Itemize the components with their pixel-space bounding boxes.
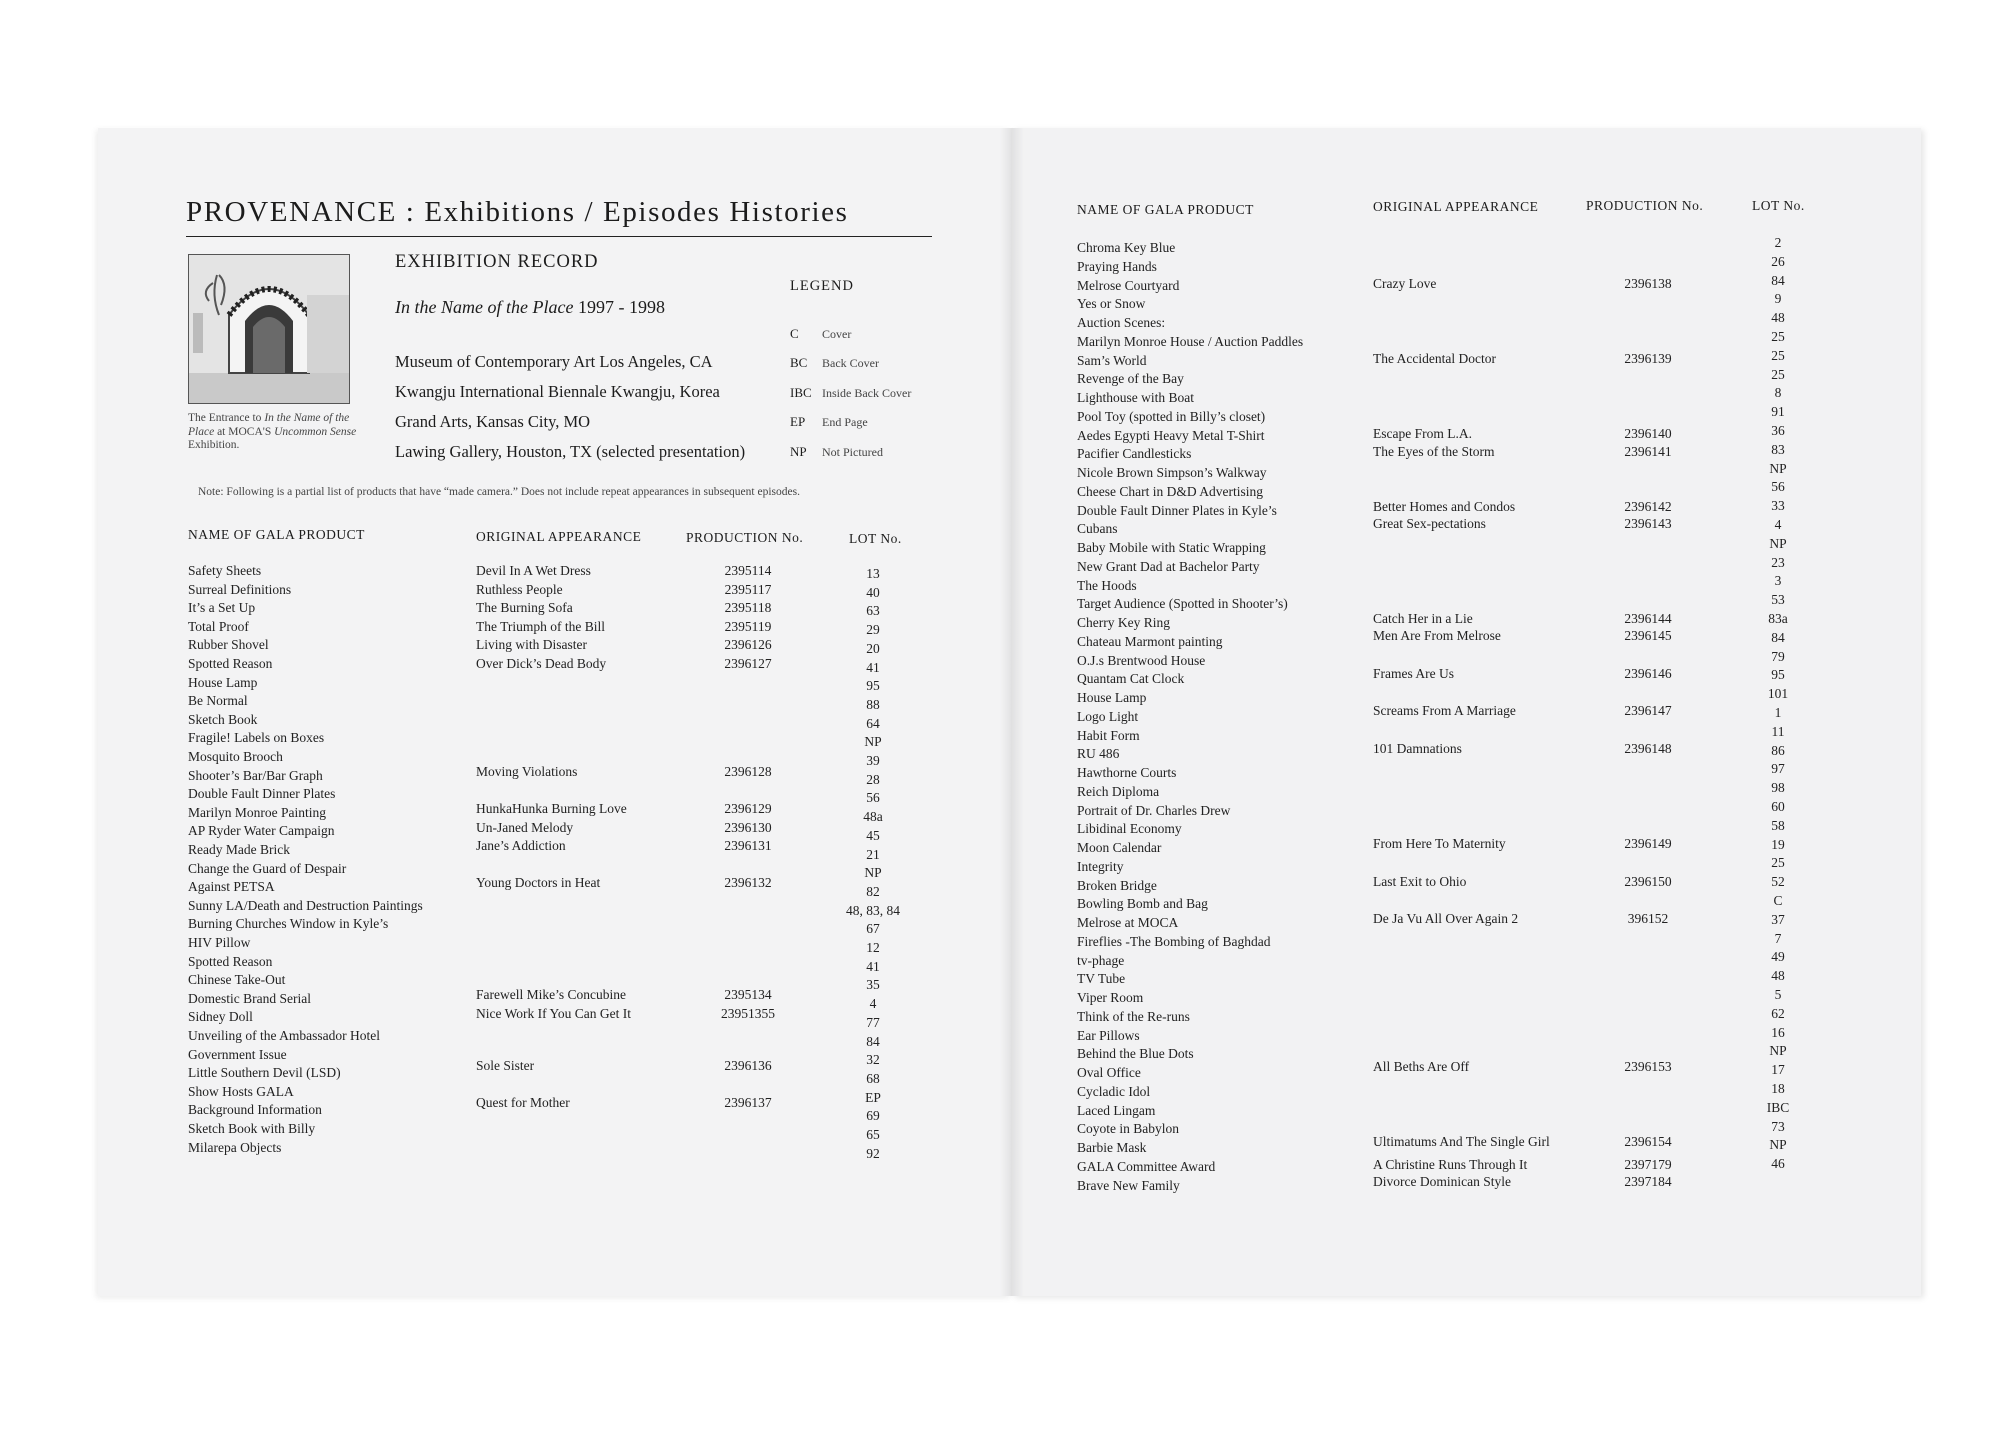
product-name-cell: GALA Committee Award <box>1077 1158 1216 1174</box>
legend-code: IBC <box>790 385 812 400</box>
lot-number-cell: 52 <box>1771 874 1785 890</box>
product-name-cell: Total Proof <box>188 618 249 634</box>
production-number-cell: 2396137 <box>724 1094 772 1110</box>
lot-number-cell: 7 <box>1774 930 1782 946</box>
product-name-cell: Double Fault Dinner Plates in Kyle’s <box>1077 502 1277 518</box>
lot-number-cell: 37 <box>1771 911 1785 927</box>
entrance-photo <box>188 254 350 404</box>
lot-number-cell: 95 <box>866 678 880 694</box>
product-name-cell: Burning Churches Window in Kyle’s <box>188 916 389 932</box>
lot-number-cell: 65 <box>866 1127 880 1142</box>
product-name-cell: Background Information <box>188 1102 322 1118</box>
production-number-cell: 2396141 <box>1624 444 1672 460</box>
production-number-cell: 2396139 <box>1624 350 1672 366</box>
legend-text: Back Cover <box>822 356 879 370</box>
appearance-cell: Men Are From Melrose <box>1373 628 1501 644</box>
production-number-cell: 2395114 <box>724 563 772 578</box>
product-name-cell: Fragile! Labels on Boxes <box>188 730 325 746</box>
lot-number-cell: 1 <box>1774 705 1782 720</box>
appearance-cell: The Accidental Doctor <box>1373 350 1496 366</box>
production-number-cell: 2396126 <box>724 637 772 653</box>
production-number-cell: 2396142 <box>1624 498 1672 514</box>
lot-number-cell: 45 <box>866 827 880 843</box>
product-name-cell: Hawthorne Courts <box>1077 765 1177 780</box>
production-number-cell: 2396145 <box>1624 628 1672 644</box>
column-header-lot: LOT No. <box>849 531 902 546</box>
product-name-cell: Spotted Reason <box>188 656 273 671</box>
product-name-cell: Coyote in Babylon <box>1077 1121 1179 1137</box>
product-name-cell: Portrait of Dr. Charles Drew <box>1077 802 1231 818</box>
lot-number-cell: 48 <box>1771 310 1785 326</box>
legend-code: C <box>790 326 799 341</box>
product-name-cell: Chateau Marmont painting <box>1077 633 1223 649</box>
product-name-cell: AP Ryder Water Campaign <box>188 823 335 839</box>
lot-number-cell: 56 <box>1771 479 1785 495</box>
venue-item: Grand Arts, Kansas City, MO <box>395 412 591 431</box>
appearance-cell: Ruthless People <box>476 581 563 597</box>
production-number-cell: 2395117 <box>724 581 772 597</box>
appearance-cell: Screams From A Marriage <box>1373 703 1516 719</box>
lot-number-cell: 39 <box>866 753 880 768</box>
appearance-cell: A Christine Runs Through It <box>1373 1156 1528 1172</box>
lot-number-cell: 48 <box>1771 968 1785 984</box>
page-title: PROVENANCE : Exhibitions / Episodes Histories <box>186 196 849 228</box>
production-number-cell: 2397184 <box>1624 1173 1672 1189</box>
production-number-cell: 2396127 <box>724 656 772 671</box>
lot-number-cell: 88 <box>866 696 880 712</box>
lot-number-cell: NP <box>1769 1137 1787 1153</box>
product-name-cell: Quantam Cat Clock <box>1077 671 1185 687</box>
product-name-cell: Logo Light <box>1077 708 1139 724</box>
lot-number-cell: 84 <box>866 1033 880 1049</box>
lot-number-cell: 83a <box>1768 611 1788 626</box>
appearance-cell: Ultimatums And The Single Girl <box>1373 1134 1550 1150</box>
product-name-cell: Habit Form <box>1077 727 1140 743</box>
lot-number-cell: 64 <box>866 715 880 731</box>
production-number-cell: 2396131 <box>724 838 772 854</box>
lot-number-cell: 32 <box>866 1052 880 1068</box>
legend-text: Inside Back Cover <box>822 386 912 400</box>
product-name-cell: Domestic Brand Serial <box>188 990 311 1006</box>
product-name-cell: House Lamp <box>1077 690 1147 705</box>
lot-number-cell: 58 <box>1771 817 1785 833</box>
column-header-production: PRODUCTION No. <box>1586 198 1704 213</box>
lot-number-cell: 83 <box>1771 441 1785 457</box>
product-name-cell: Sketch Book <box>188 711 258 727</box>
production-number-cell: 2396149 <box>1624 836 1672 852</box>
product-name-cell: Chinese Take-Out <box>188 972 286 988</box>
appearance-cell: De Ja Vu All Over Again 2 <box>1373 911 1519 927</box>
product-name-cell: The Hoods <box>1077 577 1137 593</box>
lot-number-cell: 28 <box>866 771 880 787</box>
lot-number-cell: 91 <box>1771 404 1785 420</box>
production-number-cell: 2396146 <box>1624 665 1672 681</box>
appearance-cell: Moving Violations <box>476 763 578 779</box>
exhibition-subtitle: In the Name of the Place 1997 - 1998 <box>395 297 665 317</box>
production-number-cell: 23951355 <box>721 1005 775 1021</box>
lot-number-cell: 62 <box>1771 1005 1785 1021</box>
lot-number-cell: 26 <box>1771 253 1785 269</box>
book-gutter <box>1000 128 1024 1296</box>
production-number-cell: 2396153 <box>1624 1059 1672 1075</box>
appearance-cell: Living with Disaster <box>476 637 587 653</box>
product-name-cell: Safety Sheets <box>188 563 262 578</box>
production-number-cell: 2395119 <box>724 618 772 634</box>
appearance-cell: From Here To Maternity <box>1373 836 1506 852</box>
product-name-cell: Brave New Family <box>1077 1177 1180 1193</box>
production-number-cell: 2396136 <box>724 1057 772 1073</box>
production-number-cell: 2396144 <box>1624 611 1672 627</box>
lot-number-cell: NP <box>1769 535 1787 551</box>
production-number-cell: 2397179 <box>1624 1156 1672 1172</box>
product-name-cell: Show Hosts GALA <box>188 1083 294 1099</box>
lot-number-cell: NP <box>864 734 882 750</box>
column-header-product: NAME OF GALA PRODUCT <box>188 527 365 542</box>
product-name-cell: Ear Pillows <box>1077 1027 1140 1043</box>
appearance-cell: Jane’s Addiction <box>476 838 566 854</box>
lot-number-cell: 53 <box>1771 592 1785 608</box>
legend-code: EP <box>790 414 806 429</box>
production-number-cell: 2396143 <box>1624 515 1672 531</box>
appearance-cell: Sole Sister <box>476 1057 535 1073</box>
appearance-cell: Quest for Mother <box>476 1094 570 1110</box>
photo-caption: The Entrance to In the Name of the Place at MOCA'S Uncommon Sense Exhibition. <box>188 412 357 451</box>
lot-number-cell: 20 <box>866 640 880 656</box>
product-name-cell: Little Southern Devil (LSD) <box>188 1065 341 1081</box>
lot-number-cell: 2 <box>1774 235 1782 250</box>
appearance-cell: Un-Janed Melody <box>476 819 574 835</box>
lot-number-cell: 35 <box>866 977 880 993</box>
column-header-production: PRODUCTION No. <box>686 530 804 545</box>
lot-number-cell: 8 <box>1774 385 1782 401</box>
product-name-cell: Be Normal <box>188 693 248 709</box>
lot-number-cell: NP <box>1769 460 1787 476</box>
product-name-cell: Broken Bridge <box>1077 877 1157 893</box>
production-number-cell: 2396140 <box>1624 425 1672 441</box>
product-name-cell: Praying Hands <box>1077 258 1157 274</box>
product-name-cell: Rubber Shovel <box>188 637 269 653</box>
production-number-cell: 2395134 <box>724 987 772 1003</box>
appearance-cell: Farewell Mike’s Concubine <box>476 987 626 1003</box>
product-name-cell: Auction Scenes: <box>1077 315 1166 330</box>
lot-number-cell: 92 <box>866 1145 880 1161</box>
product-name-cell: Libidinal Economy <box>1077 821 1182 837</box>
lot-number-cell: 41 <box>866 958 880 974</box>
product-name-cell: RU 486 <box>1077 746 1120 762</box>
appearance-cell: Devil In A Wet Dress <box>476 563 591 578</box>
product-name-cell: Cherry Key Ring <box>1077 615 1170 630</box>
product-name-cell: Pool Toy (spotted in Billy’s closet) <box>1077 408 1266 424</box>
appearance-cell: The Eyes of the Storm <box>1373 444 1495 460</box>
lot-number-cell: EP <box>865 1089 881 1105</box>
appearance-cell: The Burning Sofa <box>476 600 573 616</box>
product-name-cell: Target Audience (Spotted in Shooter’s) <box>1077 596 1288 612</box>
lot-number-cell: 97 <box>1771 761 1785 777</box>
legend-text: Not Pictured <box>822 445 883 459</box>
product-name-cell: HIV Pillow <box>188 935 251 950</box>
lot-number-cell: 25 <box>1771 366 1785 382</box>
lot-number-cell: 79 <box>1771 648 1785 664</box>
product-name-cell: Viper Room <box>1077 990 1144 1005</box>
product-name-cell: Chroma Key Blue <box>1077 240 1176 255</box>
lot-number-cell: NP <box>1769 1043 1787 1059</box>
appearance-cell: Better Homes and Condos <box>1373 498 1516 514</box>
product-name-cell: Shooter’s Bar/Bar Graph <box>188 767 323 783</box>
lot-number-cell: 101 <box>1767 686 1789 702</box>
production-number-cell: 2396129 <box>724 801 772 817</box>
lot-number-cell: 67 <box>866 921 880 937</box>
product-name-cell: New Grant Dad at Bachelor Party <box>1077 558 1260 574</box>
appearance-cell: Great Sex-pectations <box>1373 515 1486 531</box>
product-name-cell: Reich Diploma <box>1077 783 1160 799</box>
production-number-cell: 2396128 <box>724 763 772 779</box>
lot-number-cell: 48a <box>863 809 883 825</box>
appearance-cell: Young Doctors in Heat <box>476 875 601 891</box>
product-name-cell: Laced Lingam <box>1077 1102 1156 1118</box>
appearance-cell: Over Dick’s Dead Body <box>476 656 607 671</box>
product-name-cell: Integrity <box>1077 858 1124 874</box>
product-name-cell: Yes or Snow <box>1077 296 1146 312</box>
legend-text: End Page <box>822 415 868 429</box>
lot-number-cell: 9 <box>1774 291 1782 307</box>
product-name-cell: O.J.s Brentwood House <box>1077 652 1206 668</box>
lot-number-cell: 29 <box>866 622 880 638</box>
lot-number-cell: 41 <box>866 659 880 675</box>
product-name-cell: Marilyn Monroe Painting <box>188 804 326 820</box>
lot-number-cell: 11 <box>1771 723 1785 739</box>
production-number-cell: 2396150 <box>1624 873 1672 889</box>
appearance-cell: HunkaHunka Burning Love <box>476 801 627 817</box>
product-name-cell: Government Issue <box>188 1046 287 1062</box>
legend-code: BC <box>790 355 808 370</box>
product-name-cell: Melrose at MOCA <box>1077 915 1179 930</box>
product-name-cell: Marilyn Monroe House / Auction Paddles <box>1077 333 1304 349</box>
product-name-cell: Behind the Blue Dots <box>1077 1046 1194 1062</box>
production-number-cell: 2396154 <box>1624 1134 1672 1150</box>
product-name-cell: Oval Office <box>1077 1065 1141 1080</box>
product-name-cell: Revenge of the Bay <box>1077 371 1184 387</box>
partial-list-note: Note: Following is a partial list of products that have “made camera.” Does not include repeat appearances in subsequent episodes. <box>198 486 800 498</box>
product-name-cell: Think of the Re-runs <box>1077 1008 1190 1024</box>
legend-code: NP <box>790 444 807 459</box>
lot-number-cell: 23 <box>1771 554 1785 570</box>
title-rule <box>186 236 932 237</box>
lot-number-cell: IBC <box>1766 1099 1790 1115</box>
production-number-cell: 2396138 <box>1624 275 1672 291</box>
product-name-cell: It’s a Set Up <box>188 600 256 616</box>
product-name-cell: Barbie Mask <box>1077 1140 1147 1155</box>
lot-number-cell: 69 <box>866 1108 880 1124</box>
production-number-cell: 396152 <box>1627 911 1669 927</box>
lot-number-cell: 17 <box>1771 1062 1785 1078</box>
appearance-cell: Crazy Love <box>1373 275 1437 291</box>
lot-number-cell: 18 <box>1771 1081 1785 1096</box>
product-name-cell: Double Fault Dinner Plates <box>188 786 336 802</box>
product-name-cell: Mosquito Brooch <box>188 749 283 764</box>
product-name-cell: Moon Calendar <box>1077 840 1162 855</box>
product-name-cell: Ready Made Brick <box>188 842 290 857</box>
production-number-cell: 2396130 <box>724 819 772 835</box>
product-name-cell: Lighthouse with Boat <box>1077 390 1194 405</box>
appearance-cell: Frames Are Us <box>1373 665 1454 681</box>
venue-item: Lawing Gallery, Houston, TX (selected presentation) <box>395 442 746 461</box>
product-name-cell: Sam’s World <box>1077 352 1147 368</box>
lot-number-cell: 98 <box>1771 780 1785 796</box>
lot-number-cell: 36 <box>1771 423 1785 438</box>
product-name-cell: Melrose Courtyard <box>1077 277 1180 293</box>
product-name-cell: Fireflies -The Bombing of Baghdad <box>1077 933 1271 949</box>
appearance-cell: All Beths Are Off <box>1373 1059 1470 1075</box>
appearance-cell: Divorce Dominican Style <box>1373 1173 1511 1189</box>
product-name-cell: Unveiling of the Ambassador Hotel <box>188 1028 380 1043</box>
lot-number-cell: 84 <box>1771 272 1785 288</box>
lot-number-cell: 68 <box>866 1070 880 1086</box>
lot-number-cell: 95 <box>1771 667 1785 683</box>
column-header-lot: LOT No. <box>1752 198 1805 213</box>
lot-number-cell: 49 <box>1771 949 1785 965</box>
product-name-cell: Cheese Chart in D&D Advertising <box>1077 483 1263 499</box>
product-name-cell: Nicole Brown Simpson’s Walkway <box>1077 465 1267 480</box>
product-name-cell: Milarepa Objects <box>188 1139 282 1155</box>
lot-number-cell: 4 <box>1774 517 1782 532</box>
venue-item: Museum of Contemporary Art Los Angeles, CA <box>395 352 713 371</box>
lot-number-cell: 21 <box>866 846 880 862</box>
lot-number-cell: 25 <box>1771 855 1785 871</box>
appearance-cell: 101 Damnations <box>1373 740 1462 756</box>
lot-number-cell: 3 <box>1774 573 1782 589</box>
lot-number-cell: 12 <box>866 940 880 955</box>
product-name-cell: Surreal Definitions <box>188 581 292 597</box>
lot-number-cell: 73 <box>1771 1118 1785 1134</box>
product-name-cell: Sidney Doll <box>188 1009 253 1025</box>
lot-number-cell: 13 <box>866 566 880 581</box>
appearance-cell: The Triumph of the Bill <box>476 618 606 634</box>
lot-number-cell: NP <box>864 865 882 881</box>
product-name-cell: Sketch Book with Billy <box>188 1121 316 1136</box>
lot-number-cell: 5 <box>1774 987 1782 1002</box>
product-name-cell: Sunny LA/Death and Destruction Paintings <box>188 897 423 913</box>
lot-number-cell: 33 <box>1771 498 1785 514</box>
product-name-cell: Change the Guard of Despair <box>188 860 347 876</box>
lot-number-cell: 60 <box>1771 799 1785 814</box>
product-name-cell: Baby Mobile with Static Wrapping <box>1077 540 1266 555</box>
production-number-cell: 2396132 <box>724 875 772 891</box>
production-number-cell: 2395118 <box>724 600 772 616</box>
legend-text: Cover <box>822 327 852 341</box>
lot-number-cell: 16 <box>1771 1024 1785 1040</box>
production-number-cell: 2396148 <box>1624 740 1672 756</box>
product-name-cell: Bowling Bomb and Bag <box>1077 896 1208 912</box>
product-name-cell: Spotted Reason <box>188 953 273 969</box>
product-name-cell: House Lamp <box>188 674 258 690</box>
product-name-cell: Cubans <box>1077 521 1118 537</box>
lot-number-cell: 48, 83, 84 <box>846 902 900 918</box>
product-name-cell: Pacifier Candlesticks <box>1077 446 1192 462</box>
lot-number-cell: C <box>1773 893 1783 908</box>
lot-number-cell: 63 <box>866 603 880 619</box>
appearance-cell: Last Exit to Ohio <box>1373 873 1467 889</box>
lot-number-cell: 4 <box>869 996 877 1012</box>
appearance-cell: Nice Work If You Can Get It <box>476 1005 632 1021</box>
lot-number-cell: 77 <box>866 1014 880 1030</box>
lot-number-cell: 40 <box>866 584 880 600</box>
lot-number-cell: 25 <box>1771 347 1785 363</box>
product-name-cell: Against PETSA <box>188 879 275 895</box>
exhibition-record-heading: EXHIBITION RECORD <box>395 252 599 272</box>
column-header-appearance: ORIGINAL APPEARANCE <box>1373 199 1539 214</box>
product-name-cell: TV Tube <box>1077 971 1126 987</box>
venue-item: Kwangju International Biennale Kwangju, Korea <box>395 382 720 401</box>
product-name-cell: tv-phage <box>1077 952 1125 968</box>
appearance-cell: Escape From L.A. <box>1373 425 1472 441</box>
production-number-cell: 2396147 <box>1624 703 1672 719</box>
product-name-cell: Cycladic Idol <box>1077 1083 1151 1099</box>
legend-heading: LEGEND <box>790 278 854 294</box>
lot-number-cell: 82 <box>866 883 880 899</box>
lot-number-cell: 84 <box>1771 629 1785 645</box>
column-header-product: NAME OF GALA PRODUCT <box>1077 202 1254 217</box>
lot-number-cell: 56 <box>866 790 880 806</box>
lot-number-cell: 86 <box>1771 742 1785 758</box>
lot-number-cell: 19 <box>1771 836 1785 852</box>
lot-number-cell: 46 <box>1771 1156 1785 1172</box>
column-header-appearance: ORIGINAL APPEARANCE <box>476 529 642 544</box>
lot-number-cell: 25 <box>1771 329 1785 344</box>
appearance-cell: Catch Her in a Lie <box>1373 611 1473 627</box>
product-name-cell: Aedes Egypti Heavy Metal T-Shirt <box>1077 427 1265 443</box>
